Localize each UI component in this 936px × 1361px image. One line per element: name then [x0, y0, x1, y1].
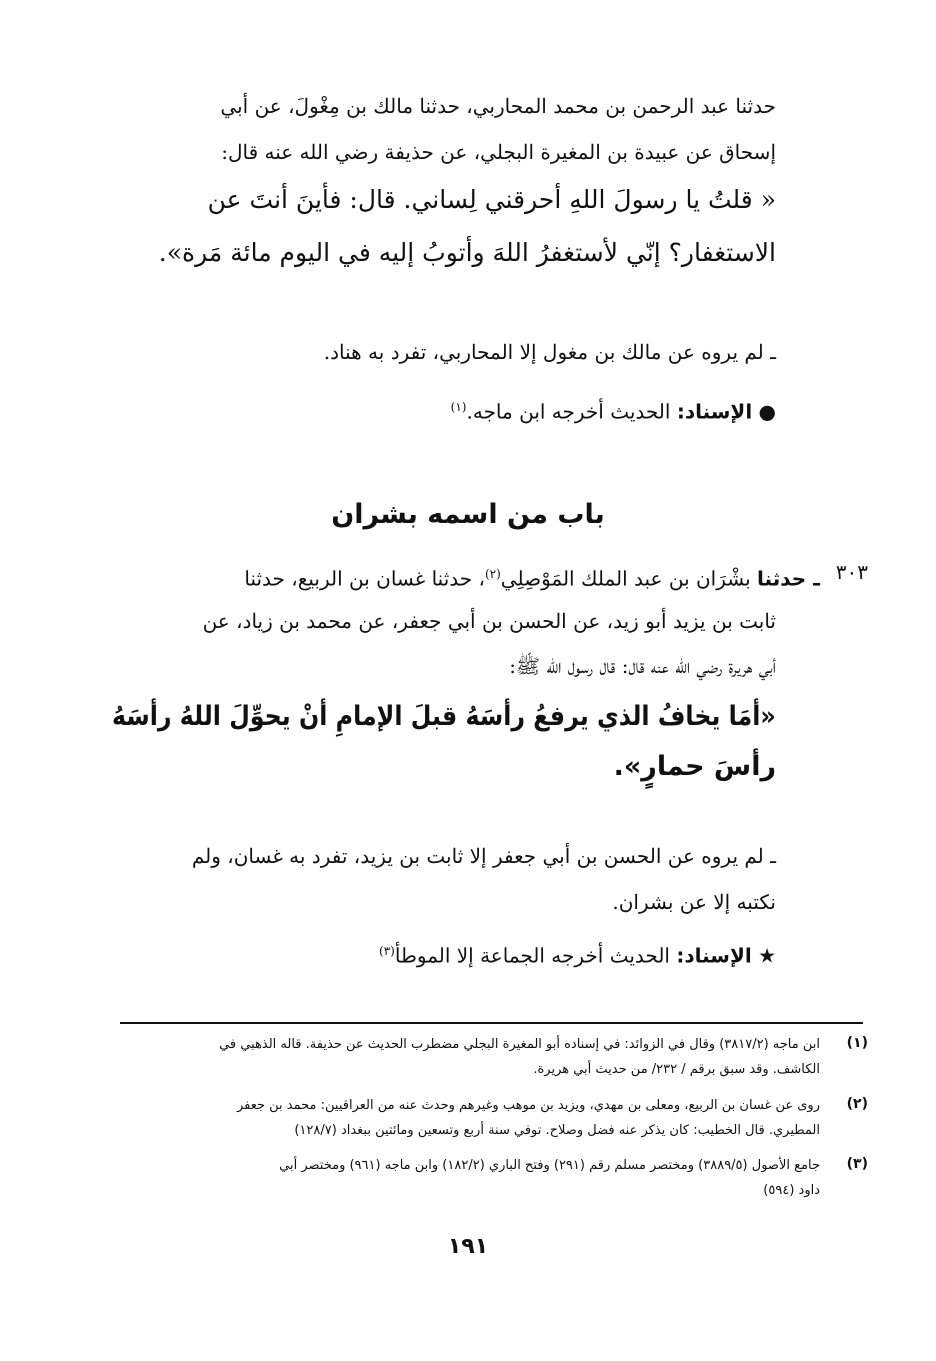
footnote-ref-2: (٢) [484, 567, 501, 581]
footnote-1-line-2: الكاشف. وقد سبق برقم / ٢٣٢/ من حديث أبي هريرة. [533, 1062, 820, 1077]
chapter-heading: باب من اسمه بشران [331, 499, 605, 530]
footnote-3-line-2: داود (٥٩٤) [763, 1183, 820, 1198]
hadith-303-isnad [379, 937, 776, 970]
hadith-303-note-line-1: ـ لم يروه عن الحسن بن أبي جعفر إلا ثابت بن يزيد، تفرد به غسان، ولم [191, 844, 776, 868]
footnote-2-line-1: روى عن غسان بن الربيع، ومعلى بن مهدي، ويزيد بن موهب وغيرهم وحدث عنه من العراقيين: محمد بن جعفر [236, 1098, 820, 1113]
star-icon: ★ [758, 943, 776, 968]
narrator-name: بشْرَان بن عبد الملك المَوْصِلِي [500, 566, 751, 591]
isnad-text: الحديث أخرجه الجماعة إلا الموطأ [394, 943, 670, 968]
isnad-text: الحديث أخرجه ابن ماجه. [466, 399, 671, 424]
hadith-302-text-line-1: « قلتُ يا رسولَ اللهِ أحرقني لِساني. قال: فأينَ أنتَ عن [207, 185, 776, 214]
hadith-303-note-line-2: نكتبه إلا عن بشران. [612, 890, 776, 914]
footnote-3-number: (٣) [846, 1156, 868, 1172]
page-number: ١٩١ [447, 1234, 489, 1259]
chain-continuation: ، حدثنا غسان بن الربيع، حدثنا [244, 566, 485, 591]
hadith-303-chain-line-3: أبي هريرة رضي الله عنه قال: قال رسول الله ﷺ: [509, 654, 776, 678]
footnote-2-number: (٢) [846, 1096, 868, 1112]
footnote-ref-3: (٣) [379, 944, 395, 958]
hadith-303-text-line-2: رأسَ حمارٍ». [613, 751, 776, 782]
isnad-label: الإسناد: [676, 943, 752, 968]
hadith-302-text-line-2: الاستغفار؟ إنّي لأستغفرُ اللهَ وأتوبُ إليه في اليوم مائة مَرة». [158, 238, 776, 267]
hadith-302-chain-line-2: إسحاق عن عبيدة بن المغيرة البجلي، عن حذيفة رضي الله عنه قال: [221, 140, 776, 164]
footnote-3-line-1: جامع الأصول (٣٨٨٩/٥) ومختصر مسلم رقم (٢٩١) وفتح الباري (١٨٢/٢) وابن ماجه (٩٦١) ومختصر أبي [279, 1158, 820, 1173]
hadith-303-chain-line-2: ثابت بن يزيد أبو زيد، عن الحسن بن أبي جعفر، عن محمد بن زياد، عن [202, 609, 776, 633]
haddathana-lead: ـ حدثنا [757, 566, 820, 591]
footnote-1-number: (١) [846, 1035, 868, 1051]
isnad-label: الإسناد: [676, 399, 753, 424]
footnote-2-line-2: المطيري. قال الخطيب: كان يذكر عنه فضل وصلاح. توفي سنة أربع وتسعين ومائتين ببغداد (١٢٨/٧) [294, 1123, 820, 1138]
hadith-303-text-line-1: «أمَا يخافُ الذي يرفعُ رأسَهُ قبلَ الإمامِ أنْ يحوِّلَ اللهُ رأسَهُ [112, 701, 776, 732]
hadith-302-note: ـ لم يروه عن مالك بن مغول إلا المحاربي، تفرد به هناد. [323, 340, 776, 364]
hadith-302-chain-line-1: حدثنا عبد الرحمن بن محمد المحاربي، حدثنا مالك بن مِغْولَ، عن أبي [220, 94, 776, 118]
footnote-separator [120, 1022, 863, 1024]
hadith-302-isnad [451, 393, 776, 426]
footnote-ref-1: (١) [450, 400, 467, 414]
hadith-303-chain-line-1 [244, 560, 820, 593]
hadith-number: ٣٠٣ [835, 560, 868, 584]
footnote-1-line-1: ابن ماجه (٣٨١٧/٢) وقال في الزوائد: في إسناده أبو المغيرة البجلي مضطرب الحديث عن حذيفة. قاله الذهبي في [219, 1037, 820, 1052]
bullet-icon: ● [758, 399, 776, 424]
